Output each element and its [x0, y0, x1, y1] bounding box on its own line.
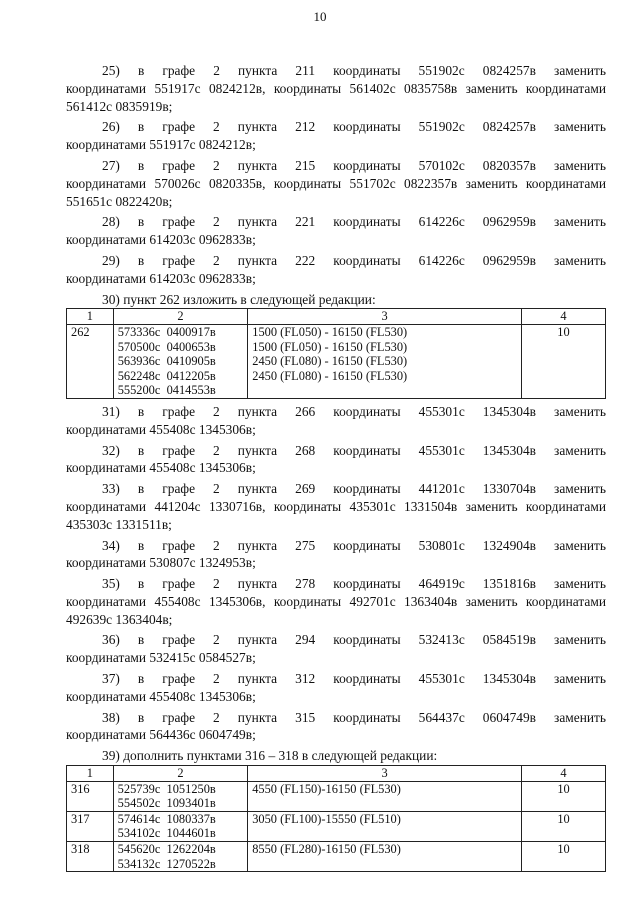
altitude-cell: 3050 (FL100)-15550 (FL510) — [248, 811, 522, 841]
heading-item-30: 30) пункт 262 изложить в следующей редакции: — [102, 291, 376, 307]
amendment-first-line: 33) в графе 2 пункта 269 координаты 441201с 1330704в заменить — [102, 481, 606, 497]
amendment-first-line: 37) в графе 2 пункта 312 координаты 455301с 1345304в заменить — [102, 671, 606, 687]
amendments-list-b — [66, 403, 606, 744]
amendment-paragraph — [66, 62, 606, 115]
amendment-continuation: координатами 441204с 1330716в, координаты 435301с 1331504в заменить координатами 435303с 1331511в; — [66, 498, 606, 532]
coordinate-line: 555200с 0414553в — [117, 383, 216, 398]
amendment-first-line: 31) в графе 2 пункта 266 координаты 455301с 1345304в заменить — [102, 403, 606, 419]
amendment-continuation: координатами 551917с 0824212в, координаты 561402с 0835758в заменить координатами 561412с 0835919в; — [66, 80, 606, 114]
point-number-cell: 318 — [67, 842, 114, 872]
coordinate-line: 525739с 1051250в — [117, 781, 216, 796]
table-header-row — [67, 309, 606, 325]
amendment-paragraph — [66, 157, 606, 210]
altitude-line: 1500 (FL050) - 16150 (FL530) — [252, 324, 408, 339]
table-header-cell: 3 — [248, 309, 522, 325]
coordinates-cell — [113, 324, 248, 398]
amendment-paragraph — [66, 670, 606, 706]
amendment-paragraph — [66, 575, 606, 628]
amendment-continuation: координатами 564436с 0604749в; — [66, 727, 256, 743]
point-number-cell: 262 — [67, 324, 114, 398]
altitude-line: 2450 (FL080) - 16150 (FL530) — [252, 368, 408, 383]
amendment-continuation: координатами 570026с 0820335в, координаты 551702с 0822357в заменить координатами 551651с 0822420в; — [66, 175, 606, 209]
amendment-paragraph — [66, 403, 606, 439]
point-number-cell: 317 — [67, 811, 114, 841]
table-row — [67, 811, 606, 841]
amendment-first-line: 38) в графе 2 пункта 315 координаты 564437с 0604749в заменить — [102, 709, 606, 725]
amendment-first-line: 28) в графе 2 пункта 221 координаты 614226с 0962959в заменить — [102, 214, 606, 230]
amendment-paragraph — [66, 631, 606, 667]
amendment-first-line: 27) в графе 2 пункта 215 координаты 570102с 0820357в заменить — [102, 157, 606, 173]
amendment-first-line: 26) в графе 2 пункта 212 координаты 551902с 0824257в заменить — [102, 119, 606, 135]
amendment-paragraph — [66, 442, 606, 478]
table-row — [67, 842, 606, 872]
column-4-cell: 10 — [521, 324, 605, 398]
table-header-cell: 4 — [521, 309, 605, 325]
altitude-line: 1500 (FL050) - 16150 (FL530) — [252, 339, 408, 354]
table-row — [67, 324, 606, 398]
amendments-list-a — [66, 62, 606, 288]
table-items-316-318 — [66, 765, 606, 872]
column-4-cell: 10 — [522, 842, 606, 872]
amendment-first-line: 32) в графе 2 пункта 268 координаты 455301с 1345304в заменить — [102, 442, 606, 458]
coordinate-line: 574614с 1080337в — [117, 811, 216, 826]
coordinate-line: 562248с 0412205в — [117, 368, 216, 383]
coordinate-line: 570500с 0400653в — [117, 339, 216, 354]
table-header-cell: 3 — [248, 766, 522, 782]
table-header-row — [67, 766, 606, 782]
table-header-cell: 4 — [522, 766, 606, 782]
column-4-cell: 10 — [522, 781, 606, 811]
table-header-cell: 2 — [113, 309, 248, 325]
coordinates-cell — [113, 811, 248, 841]
amendment-paragraph — [66, 213, 606, 249]
altitude-cell: 8550 (FL280)-16150 (FL530) — [248, 842, 522, 872]
coordinate-line: 573336с 0400917в — [117, 324, 216, 339]
column-4-cell: 10 — [522, 811, 606, 841]
coordinates-cell — [113, 781, 248, 811]
altitude-cell — [248, 324, 522, 398]
amendment-continuation: координатами 455408с 1345306в, координаты 492701с 1363404в заменить координатами 492639с 1363404в; — [66, 593, 606, 627]
amendment-continuation: координатами 455408с 1345306в; — [66, 421, 256, 437]
table-header-cell: 1 — [67, 309, 114, 325]
document-body — [66, 62, 606, 872]
amendment-first-line: 35) в графе 2 пункта 278 координаты 464919с 1351816в заменить — [102, 576, 606, 592]
coordinates-cell — [113, 842, 248, 872]
amendment-first-line: 25) в графе 2 пункта 211 координаты 551902с 0824257в заменить — [102, 63, 606, 78]
amendment-first-line: 34) в графе 2 пункта 275 координаты 530801с 1324904в заменить — [102, 537, 606, 553]
point-number-cell: 316 — [67, 781, 114, 811]
amendment-paragraph — [66, 252, 606, 288]
amendment-paragraph — [66, 480, 606, 533]
amendment-continuation: координатами 455408с 1345306в; — [66, 688, 256, 704]
amendment-continuation: координатами 455408с 1345306в; — [66, 460, 256, 476]
coordinate-line: 534132с 1270522в — [117, 856, 216, 871]
table-row — [67, 781, 606, 811]
amendment-continuation: координатами 530807с 1324953в; — [66, 555, 256, 571]
heading-item-39: 39) дополнить пунктами 316 – 318 в следующей редакции: — [102, 748, 438, 764]
page-number: 10 — [313, 9, 327, 24]
amendment-continuation: координатами 614203с 0962833в; — [66, 232, 256, 248]
table-header-cell: 2 — [113, 766, 248, 782]
amendment-paragraph — [66, 118, 606, 154]
coordinate-line: 554502с 1093401в — [117, 796, 216, 811]
coordinate-line: 545620с 1262204в — [117, 842, 216, 857]
amendment-first-line: 29) в графе 2 пункта 222 координаты 614226с 0962959в заменить — [102, 252, 606, 268]
coordinate-line: 563936с 0410905в — [117, 354, 216, 369]
amendment-continuation: координатами 532415с 0584527в; — [66, 650, 256, 666]
amendment-first-line: 36) в графе 2 пункта 294 координаты 532413с 0584519в заменить — [102, 632, 606, 648]
amendment-continuation: координатами 551917с 0824212в; — [66, 137, 256, 153]
altitude-cell: 4550 (FL150)-16150 (FL530) — [248, 781, 522, 811]
coordinate-line: 534102с 1044601в — [117, 826, 216, 841]
amendment-paragraph — [66, 537, 606, 573]
amendment-paragraph — [66, 709, 606, 745]
altitude-line: 2450 (FL080) - 16150 (FL530) — [252, 354, 408, 369]
table-item-262 — [66, 308, 606, 399]
table-header-cell: 1 — [67, 766, 114, 782]
amendment-continuation: координатами 614203с 0962833в; — [66, 270, 256, 286]
